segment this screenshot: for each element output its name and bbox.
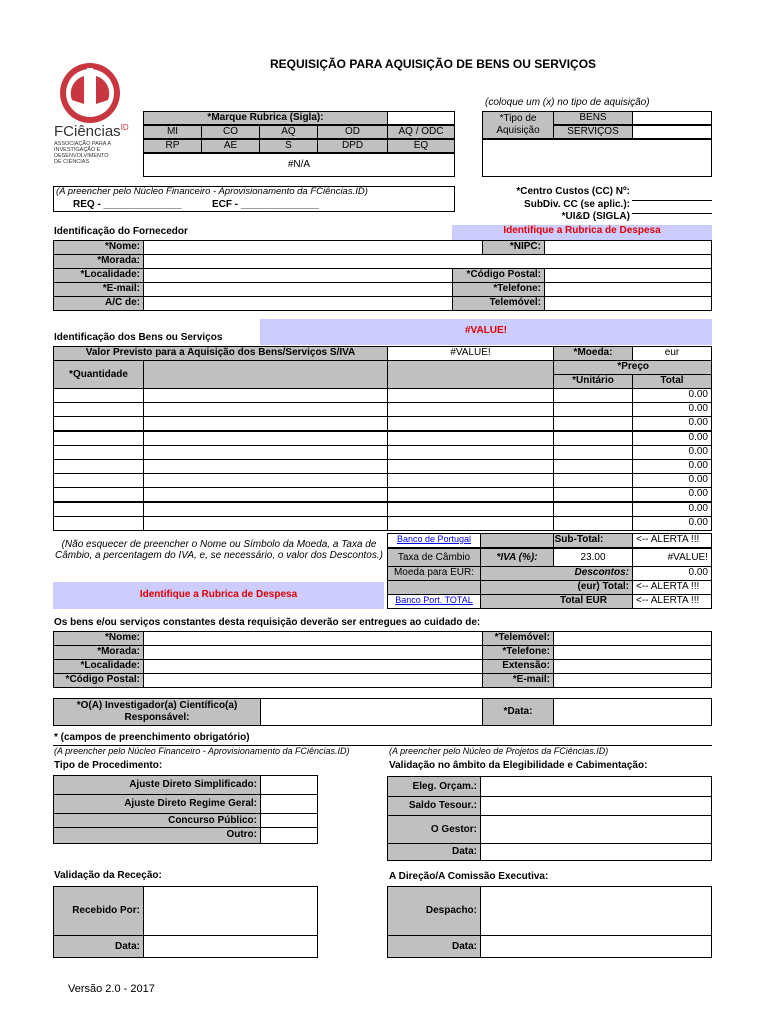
item-cell[interactable] — [387, 445, 554, 460]
bens-value-error: #VALUE! — [260, 319, 712, 345]
item-cell[interactable] — [53, 516, 144, 531]
item-total: 0.00 — [632, 445, 712, 460]
descontos-field[interactable]: 0.00 — [632, 566, 712, 581]
saldo-tesour-label: Saldo Tesour.: — [387, 796, 481, 816]
item-total: 0.00 — [632, 402, 712, 417]
fornecedor-cp-field[interactable] — [544, 268, 712, 283]
subdiv-label: SubDiv. CC (se aplic.): — [524, 199, 630, 210]
entrega-localidade-label: *Localidade: — [53, 659, 144, 674]
proc-concurso-field[interactable] — [260, 813, 318, 828]
item-cell[interactable] — [53, 402, 144, 417]
tipo-bens: BENS — [553, 111, 633, 125]
tipo-label: *Tipo de Aquisição — [482, 111, 554, 139]
resumo-note: (Não esquecer de preencher o Nome ou Símbolo da Moeda, a Taxa de Câmbio, a percentagem do IVA, e, se necessário, o valor dos Descontos.) — [55, 539, 383, 561]
ecf-field[interactable]: ECF - ______________ — [212, 199, 319, 210]
entrega-telefone-label: *Telefone: — [482, 645, 554, 660]
fornecedor-cp-label: *Código Postal: — [452, 268, 545, 283]
req-field[interactable]: REQ - ______________ — [73, 199, 182, 210]
eur-total-label: (eur) Total: — [480, 580, 633, 595]
banco-portugal-cell — [387, 533, 481, 548]
item-cell[interactable] — [553, 487, 633, 502]
item-cell[interactable] — [553, 459, 633, 474]
procedimento-note: (A preencher pelo Núcleo Financeiro - Aprovisionamento da FCiências.ID) — [54, 746, 350, 756]
item-total: 0.00 — [632, 473, 712, 488]
entrega-nome-field[interactable] — [143, 631, 483, 646]
fornecedor-nipc-label: *NIPC: — [482, 240, 545, 255]
investigador-field[interactable] — [260, 698, 483, 726]
item-total: 0.00 — [632, 459, 712, 474]
item-cell[interactable] — [387, 459, 554, 474]
subtotal-alert: <-- ALERTA !!! — [632, 533, 712, 548]
total-eur-label: Total EUR — [480, 594, 633, 609]
proc-outro-field[interactable] — [260, 827, 318, 844]
tipo-box — [482, 139, 712, 177]
item-cell[interactable] — [553, 516, 633, 531]
item-total: 0.00 — [632, 487, 712, 502]
item-cell[interactable] — [553, 445, 633, 460]
bens-section: Identificação dos Bens ou Serviços — [54, 332, 223, 343]
recebido-field[interactable] — [143, 886, 318, 936]
subtotal-label: Sub-Total: — [553, 533, 633, 548]
eur-blank — [387, 580, 481, 595]
moeda-label: *Moeda: — [553, 346, 633, 361]
descricao-header — [143, 360, 388, 389]
rubrica-aq[interactable]: AQ — [259, 125, 318, 139]
rubrica-rp[interactable]: RP — [143, 139, 202, 153]
unitario-header: *Unitário — [553, 374, 633, 389]
entrega-section: Os bens e/ou serviços constantes desta requisição deverão ser entregues ao cuidado de: — [54, 617, 481, 628]
referencia-header — [387, 360, 554, 389]
rubrica-aq-odc[interactable]: AQ / ODC — [387, 125, 455, 139]
entrega-cp-label: *Código Postal: — [53, 673, 144, 688]
valor-previsto-value: #VALUE! — [387, 346, 554, 361]
item-cell[interactable] — [387, 388, 554, 403]
item-cell[interactable] — [53, 473, 144, 488]
descontos-label: Descontos: — [480, 566, 633, 581]
entrega-nome-label: *Nome: — [53, 631, 144, 646]
eleg-orcam-field[interactable] — [480, 776, 712, 797]
item-cell[interactable] — [553, 388, 633, 403]
item-cell[interactable] — [143, 445, 388, 460]
resumo-rubrica-msg: Identifique a Rubrica de Despesa — [53, 582, 384, 609]
entrega-email-label: *E-mail: — [482, 673, 554, 688]
entrega-telefone-field[interactable] — [553, 645, 712, 660]
eleg-orcam-label: Eleg. Orçam.: — [387, 776, 481, 797]
investigador-label: *O(A) Investigador(a) Científico(a) Responsável: — [53, 698, 261, 726]
entrega-telemovel-field[interactable] — [553, 631, 712, 646]
fornecedor-section: Identificação do Fornecedor — [54, 226, 188, 237]
rubrica-od[interactable]: OD — [317, 125, 388, 139]
item-cell[interactable] — [387, 487, 554, 502]
validacao-note: (A preencher pelo Núcleo de Projetos da FCiências.ID) — [389, 746, 609, 756]
financeiro-note: (A preencher pelo Núcleo Financeiro - Aprovisionamento da FCiências.ID) — [56, 186, 368, 197]
entrega-telemovel-label: *Telemóvel: — [482, 631, 554, 646]
entrega-email-field[interactable] — [553, 673, 712, 688]
item-total: 0.00 — [632, 416, 712, 431]
proc-regime-geral-field[interactable] — [260, 794, 318, 814]
item-cell[interactable] — [387, 473, 554, 488]
item-cell[interactable] — [53, 445, 144, 460]
banco-total-link[interactable]: Banco Port. TOTAL — [395, 595, 473, 605]
rubrica-header: *Marque Rubrica (Sigla): — [143, 111, 388, 125]
rubrica-co[interactable]: CO — [201, 125, 260, 139]
item-cell[interactable] — [553, 416, 633, 431]
entrega-morada-label: *Morada: — [53, 645, 144, 660]
item-total: 0.00 — [632, 388, 712, 403]
proc-outro-label: Outro: — [53, 827, 261, 844]
item-cell[interactable] — [143, 459, 388, 474]
taxa-cambio-label: Taxa de Câmbio — [387, 548, 481, 567]
rececao-data-field[interactable] — [143, 935, 318, 958]
fornecedor-telemovel-label: Telemóvel: — [452, 296, 545, 311]
item-cell[interactable] — [53, 431, 144, 446]
fciencias-logo-icon — [54, 60, 126, 126]
fornecedor-ac-field[interactable] — [143, 296, 453, 311]
versao: Versão 2.0 - 2017 — [68, 983, 155, 995]
rececao-title: Validação da Receção: — [54, 870, 162, 881]
item-cell[interactable] — [143, 388, 388, 403]
item-cell[interactable] — [53, 487, 144, 502]
cc-line[interactable] — [632, 200, 712, 201]
rubrica-ae[interactable]: AE — [201, 139, 260, 153]
item-cell[interactable] — [53, 459, 144, 474]
uid-label: *UI&D (SIGLA) — [561, 211, 630, 222]
despacho-label: Despacho: — [387, 886, 481, 936]
valor-previsto-label: Valor Previsto para a Aquisição dos Bens/Serviços S/IVA — [53, 346, 388, 361]
entrega-extensao-field[interactable] — [553, 659, 712, 674]
rubrica-eq[interactable]: EQ — [387, 139, 455, 153]
item-cell[interactable] — [53, 502, 144, 517]
quantidade-header: *Quantidade — [53, 360, 144, 389]
item-cell[interactable] — [553, 502, 633, 517]
item-cell[interactable] — [53, 416, 144, 431]
item-cell[interactable] — [387, 402, 554, 417]
fornecedor-telefone-label: *Telefone: — [452, 282, 545, 297]
form-title: REQUISIÇÃO PARA AQUISIÇÃO DE BENS OU SERVIÇOS — [270, 57, 597, 71]
gestor-label: O Gestor: — [387, 815, 481, 844]
fornecedor-telemovel-field[interactable] — [544, 296, 712, 311]
item-cell[interactable] — [143, 431, 388, 446]
item-cell[interactable] — [553, 431, 633, 446]
fornecedor-localidade-field[interactable] — [143, 268, 453, 283]
total-header: Total — [632, 374, 712, 389]
rececao-data-label: Data: — [53, 935, 144, 958]
rubrica-mi[interactable]: MI — [143, 125, 202, 139]
validacao-data-field[interactable] — [480, 843, 712, 861]
obrigatorio-note: * (campos de preenchimento obrigatório) — [54, 732, 250, 743]
tipo-servicos: SERVIÇOS — [553, 125, 633, 139]
item-cell[interactable] — [143, 487, 388, 502]
investigador-data-field[interactable] — [553, 698, 712, 726]
direcao-data-field[interactable] — [480, 935, 712, 958]
saldo-tesour-field[interactable] — [480, 796, 712, 816]
item-cell[interactable] — [387, 431, 554, 446]
iva-field[interactable]: 23.00 — [553, 548, 633, 567]
moeda-eur-label: Moeda para EUR: — [387, 566, 481, 581]
banco-portugal-link[interactable]: Banco de Portugal — [396, 534, 472, 544]
logo-brand: FCiências$^{ID}$ — [54, 123, 129, 140]
item-cell[interactable] — [143, 473, 388, 488]
item-total: 0.00 — [632, 502, 712, 517]
fornecedor-morada-field[interactable] — [143, 254, 712, 269]
validacao-title: Validação no âmbito da Elegibilidade e Cabimentação: — [389, 760, 648, 771]
moeda-field[interactable]: eur — [632, 346, 712, 361]
iva-label: *IVA (%): — [480, 548, 554, 567]
proc-simplificado-field[interactable] — [260, 775, 318, 795]
banco-total-cell — [387, 594, 481, 609]
logo-tagline: ASSOCIAÇÃO PARA A INVESTIGAÇÃO E DESENVOLVIMENTO DE CIÊNCIAS — [54, 141, 112, 165]
rubrica-dpd[interactable]: DPD — [317, 139, 388, 153]
proc-concurso-label: Concurso Público: — [53, 813, 261, 828]
fornecedor-localidade-label: *Localidade: — [53, 268, 144, 283]
fornecedor-nipc-field[interactable] — [544, 240, 712, 255]
investigador-data-label: *Data: — [482, 698, 554, 726]
validacao-data-label: Data: — [387, 843, 481, 861]
item-cell[interactable] — [387, 502, 554, 517]
fornecedor-telefone-field[interactable] — [544, 282, 712, 297]
fornecedor-rubrica-msg: Identifique a Rubrica de Despesa — [452, 225, 712, 240]
item-cell[interactable] — [143, 502, 388, 517]
recebido-label: Recebido Por: — [53, 886, 144, 936]
item-cell[interactable] — [143, 416, 388, 431]
entrega-morada-field[interactable] — [143, 645, 483, 660]
item-cell[interactable] — [387, 416, 554, 431]
item-cell[interactable] — [143, 402, 388, 417]
tipo-bens-check[interactable] — [632, 111, 712, 125]
gestor-field[interactable] — [480, 815, 712, 844]
rubrica-blank[interactable] — [387, 111, 455, 125]
rubrica-result: #N/A — [143, 153, 455, 177]
entrega-cp-field[interactable] — [143, 673, 483, 688]
proc-regime-geral-label: Ajuste Direto Regime Geral: — [53, 794, 261, 814]
direcao-title: A Direção/A Comissão Executiva: — [389, 871, 549, 882]
fornecedor-nome-label: *Nome: — [53, 240, 144, 255]
fornecedor-email-label: *E-mail: — [53, 282, 144, 297]
direcao-data-label: Data: — [387, 935, 481, 958]
entrega-extensao-label: Extensão: — [482, 659, 554, 674]
subdiv-line[interactable] — [632, 213, 712, 214]
fornecedor-ac-label: A/C de: — [53, 296, 144, 311]
preco-header: *Preço — [553, 360, 712, 375]
total-eur-alert: <-- ALERTA !!! — [632, 594, 712, 609]
item-cell[interactable] — [387, 516, 554, 531]
item-cell[interactable] — [553, 473, 633, 488]
fornecedor-nome-field[interactable] — [143, 240, 483, 255]
iva-result: #VALUE! — [632, 548, 712, 567]
entrega-localidade-field[interactable] — [143, 659, 483, 674]
item-cell[interactable] — [53, 388, 144, 403]
item-cell[interactable] — [553, 402, 633, 417]
eur-total-alert: <-- ALERTA !!! — [632, 580, 712, 595]
fornecedor-email-field[interactable] — [143, 282, 453, 297]
despacho-field[interactable] — [480, 886, 712, 936]
proc-simplificado-label: Ajuste Direto Simplificado: — [53, 775, 261, 795]
rubrica-s[interactable]: S — [259, 139, 318, 153]
tipo-servicos-check[interactable] — [632, 125, 712, 139]
fornecedor-morada-label: *Morada: — [53, 254, 144, 269]
item-total: 0.00 — [632, 431, 712, 446]
tipo-note: (coloque um (x) no tipo de aquisição) — [485, 97, 650, 108]
item-total: 0.00 — [632, 516, 712, 531]
item-cell[interactable] — [143, 516, 388, 531]
procedimento-title: Tipo de Procedimento: — [54, 760, 163, 771]
cc-label: *Centro Custos (CC) Nº: — [516, 186, 630, 197]
